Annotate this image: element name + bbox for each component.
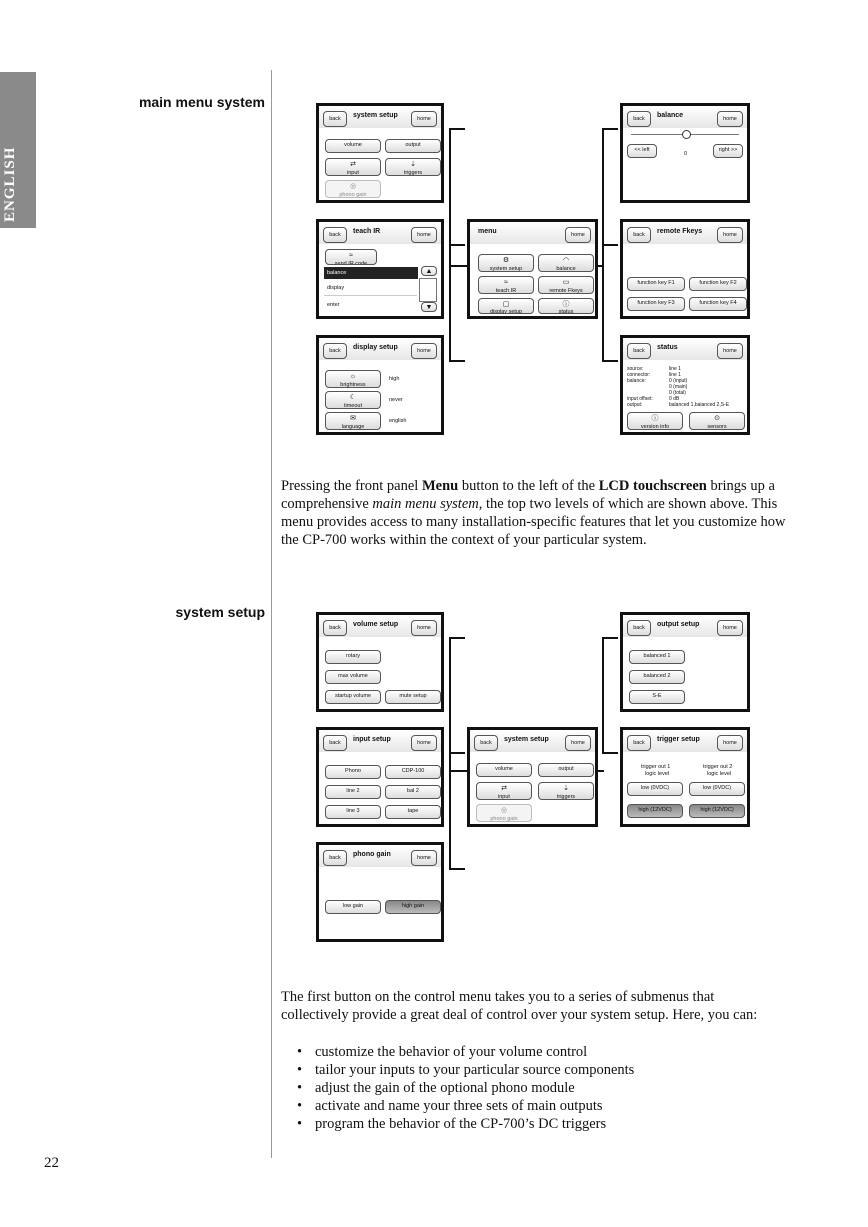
language-value: english [389,418,407,424]
screen-input-setup [316,727,444,827]
input-label: input [498,794,510,800]
phono-gain-label: phono gain [490,816,518,822]
status-output-key: output: [627,402,643,408]
mute-setup-button[interactable]: mute setup [385,690,441,704]
teach-ir-label: teach IR [495,288,517,294]
send-ir-label: send IR code [334,261,368,265]
screen-status [620,335,750,435]
screen-title: trigger setup [657,736,700,743]
triggers-icon: ⇣ [563,785,569,792]
rotary-button[interactable]: rotary [325,650,381,664]
status-source-value: line 1 [669,366,681,372]
scrollbar-track[interactable] [419,278,437,302]
triggers-icon: ⇣ [410,161,416,168]
screen-title: output setup [657,621,700,628]
output-button[interactable]: output [538,763,594,777]
trigger-out-2-label: trigger out 2 [703,764,733,770]
info-icon: ⓘ [651,415,659,422]
screen-title: display setup [353,344,398,351]
back-button[interactable]: back [323,735,347,751]
send-ir-icon: ≈ [349,252,353,259]
trigger-2-low-button[interactable]: low (0VDC) [689,782,745,796]
screen-title: system setup [504,736,549,743]
language-button[interactable] [325,412,381,430]
input-button[interactable] [325,158,381,176]
screen-phono-gain [316,842,444,942]
display-icon: ▢ [502,301,510,308]
input-tape-button[interactable]: tape [385,805,441,819]
remote-fkeys-button[interactable] [538,276,594,294]
screen-title: remote Fkeys [657,228,703,235]
back-button[interactable]: back [323,111,347,127]
status-label: status [558,309,574,314]
screen-title: menu [478,228,497,235]
input-cdp100-button[interactable]: CDP-100 [385,765,441,779]
back-button[interactable]: back [627,343,651,359]
status-balance-total: 0 (total) [669,390,686,396]
intro-paragraph: Pressing the front panel Menu button to the left of the LCD touchscreen brings up a comprehensive main menu system, the top two levels of which are shown above. This menu provides access to many installation-specific features that let you customize how the CP-700 works within the context of your particular system. [281,478,786,548]
language-label: ENGLISH [2,146,18,222]
trigger-2-high-button[interactable]: high (12VDC) [689,804,745,818]
connector-line [449,360,465,362]
system-setup-button[interactable] [478,254,534,272]
sun-icon: ☼ [349,373,357,380]
status-button[interactable] [538,298,594,314]
gear-icon: ⚙ [502,257,510,264]
back-button[interactable]: back [627,735,651,751]
function-key-f1-button[interactable]: function key F1 [627,277,685,291]
home-button[interactable]: home [717,111,743,127]
list-item: • program the behavior of the CP-700’s DC triggers [281,1115,821,1133]
display-setup-button[interactable] [478,298,534,314]
list-item: • customize the behavior of your volume control [281,1043,821,1061]
home-button[interactable]: home [411,111,437,127]
connector-line [602,244,618,246]
list-item: • adjust the gain of the optional phono module [281,1079,821,1097]
back-button[interactable]: back [323,850,347,866]
home-button[interactable]: home [717,227,743,243]
system-setup-label: system setup [489,266,523,272]
back-button[interactable]: back [474,735,498,751]
phono-gain-button[interactable] [476,804,532,822]
home-button[interactable]: home [565,227,591,243]
status-balance-key: balance: [627,378,646,384]
input-line3-button[interactable]: line 3 [325,805,381,819]
phono-gain-label: phono gain [339,192,367,198]
back-button[interactable]: back [627,227,651,243]
balance-button[interactable] [538,254,594,272]
list-item-balance[interactable]: balance [324,267,418,279]
connector-line [449,868,465,870]
balance-label: balance [556,266,576,272]
input-label: input [347,170,359,176]
sensor-icon: ⊙ [714,415,720,422]
connector-line [449,244,465,246]
back-button[interactable]: back [627,111,651,127]
trigger-out-1-logic: logic level [645,771,670,777]
input-phono-button[interactable]: Phono [325,765,381,779]
list-item: • activate and name your three sets of main outputs [281,1097,821,1115]
version-info-label: version info [640,424,670,430]
status-balance-input: 0 (input) [669,378,688,384]
timeout-value: never [389,397,403,403]
function-key-f4-button[interactable]: function key F4 [689,297,747,311]
timeout-label: timeout [343,403,363,409]
scroll-down-button[interactable]: ▼ [421,302,437,312]
feature-list [281,1043,821,1133]
trigger-1-high-button[interactable]: high (12VDC) [627,804,683,818]
trigger-out-2-logic: logic level [707,771,732,777]
back-button[interactable]: back [323,620,347,636]
status-balance-main: 0 (main) [669,384,688,390]
screen-title: teach IR [353,228,381,235]
screen-system-setup [316,103,444,203]
sensors-button[interactable] [689,412,745,430]
language-label: language [341,424,365,430]
screen-trigger-setup [620,727,750,827]
home-button[interactable]: home [717,343,743,359]
status-offset-key: input offset: [627,396,653,402]
teach-ir-button[interactable] [478,276,534,294]
screen-display-setup [316,335,444,435]
screen-remote-fkeys [620,219,750,319]
list-item-enter[interactable]: enter [327,302,340,308]
home-button[interactable]: home [717,620,743,636]
sensors-label: sensors [707,424,727,430]
connector-line [602,752,618,754]
s-e-button[interactable]: S-E [629,690,685,704]
connector-line [602,128,618,130]
screen-output-setup [620,612,750,712]
balanced-1-button[interactable]: balanced 1 [629,650,685,664]
screen-title: system setup [353,112,398,119]
input-line2-button[interactable]: line 2 [325,785,381,799]
system-setup-paragraph: The first button on the control menu takes you to a series of submenus that collectively provide a great deal of control over your system setup. Here, you can: [281,989,758,1023]
balanced-2-button[interactable]: balanced 2 [629,670,685,684]
volume-button[interactable]: volume [325,139,381,153]
home-button[interactable]: home [565,735,591,751]
connector-line [449,770,467,772]
screen-title: input setup [353,736,391,743]
input-bal2-button[interactable]: bal 2 [385,785,441,799]
function-key-f3-button[interactable]: function key F3 [627,297,685,311]
back-button[interactable]: back [627,620,651,636]
connector-line [449,752,465,754]
send-ir-code-button[interactable] [325,249,377,265]
screen-teach-ir [316,219,444,319]
function-key-f2-button[interactable]: function key F2 [689,277,747,291]
home-button[interactable]: home [411,227,437,243]
language-tab [0,72,36,228]
phono-gain-button[interactable] [325,180,381,198]
volume-button[interactable]: volume [476,763,532,777]
balance-slider-handle[interactable] [682,130,691,139]
trigger-out-1-label: trigger out 1 [641,764,671,770]
home-button[interactable]: home [411,620,437,636]
moon-icon: ☾ [349,394,357,401]
balance-icon: ◠ [562,257,570,264]
status-source-key: source: [627,366,644,372]
connector-line [602,637,604,753]
input-icon: ⇄ [501,785,507,792]
balance-value: 0 [684,151,688,157]
connector-line [449,265,467,267]
triggers-label: triggers [403,170,423,176]
info-icon: ⓘ [562,301,570,308]
brightness-label: brightness [340,382,366,388]
home-button[interactable]: home [411,735,437,751]
timeout-button[interactable] [325,391,381,409]
screen-title: phono gain [353,851,391,858]
left-button[interactable]: << left [627,144,657,158]
status-connector-value: line 1 [669,372,681,378]
screen-balance [620,103,750,203]
right-button[interactable]: right >> [713,144,743,158]
connector-line [602,637,618,639]
screen-system-setup-center [467,727,598,827]
screen-menu [467,219,598,319]
scroll-up-button[interactable]: ▲ [421,266,437,276]
max-volume-button[interactable]: max volume [325,670,381,684]
heading-main-menu-system: main menu system [138,94,265,110]
input-icon: ⇄ [350,161,356,168]
remote-icon: ▭ [562,279,570,286]
home-button[interactable]: home [411,850,437,866]
version-info-button[interactable] [627,412,683,430]
screen-volume-setup [316,612,444,712]
brightness-button[interactable] [325,370,381,388]
startup-volume-button[interactable]: startup volume [325,690,381,704]
list-item: • tailor your inputs to your particular source components [281,1061,821,1079]
home-button[interactable]: home [717,735,743,751]
list-item-display[interactable]: display [327,285,345,291]
connector-line [449,637,465,639]
screen-title: status [657,344,678,351]
low-gain-button[interactable]: low gain [325,900,381,914]
connector-line [598,265,604,267]
phono-icon: ◎ [349,183,357,190]
connector-line [449,128,465,130]
triggers-label: triggers [556,794,576,800]
trigger-1-low-button[interactable]: low (0VDC) [627,782,683,796]
speech-icon: ✉ [350,415,356,422]
back-button[interactable]: back [323,227,347,243]
screen-title: volume setup [353,621,399,628]
heading-system-setup: system setup [175,604,265,620]
output-button[interactable]: output [385,139,441,153]
status-output-value: balanced 1,balanced 2,S-E [669,402,730,408]
high-gain-button[interactable]: high gain [385,900,441,914]
page-number: 22 [44,1155,59,1171]
brightness-value: high [389,376,400,382]
status-offset-value: 0 dB [669,396,680,402]
column-divider [271,70,272,1158]
screen-title: balance [657,112,684,119]
triggers-button[interactable] [385,158,441,176]
back-button[interactable]: back [323,343,347,359]
ir-icon: ≈ [504,279,508,286]
home-button[interactable]: home [411,343,437,359]
status-connector-key: connector: [627,372,651,378]
display-setup-label: display setup [489,309,523,314]
triggers-button[interactable] [538,782,594,800]
input-button[interactable] [476,782,532,800]
remote-fkeys-label: remote Fkeys [549,288,583,294]
connector-line [598,770,604,772]
connector-line [602,360,618,362]
phono-icon: ◎ [500,807,508,814]
